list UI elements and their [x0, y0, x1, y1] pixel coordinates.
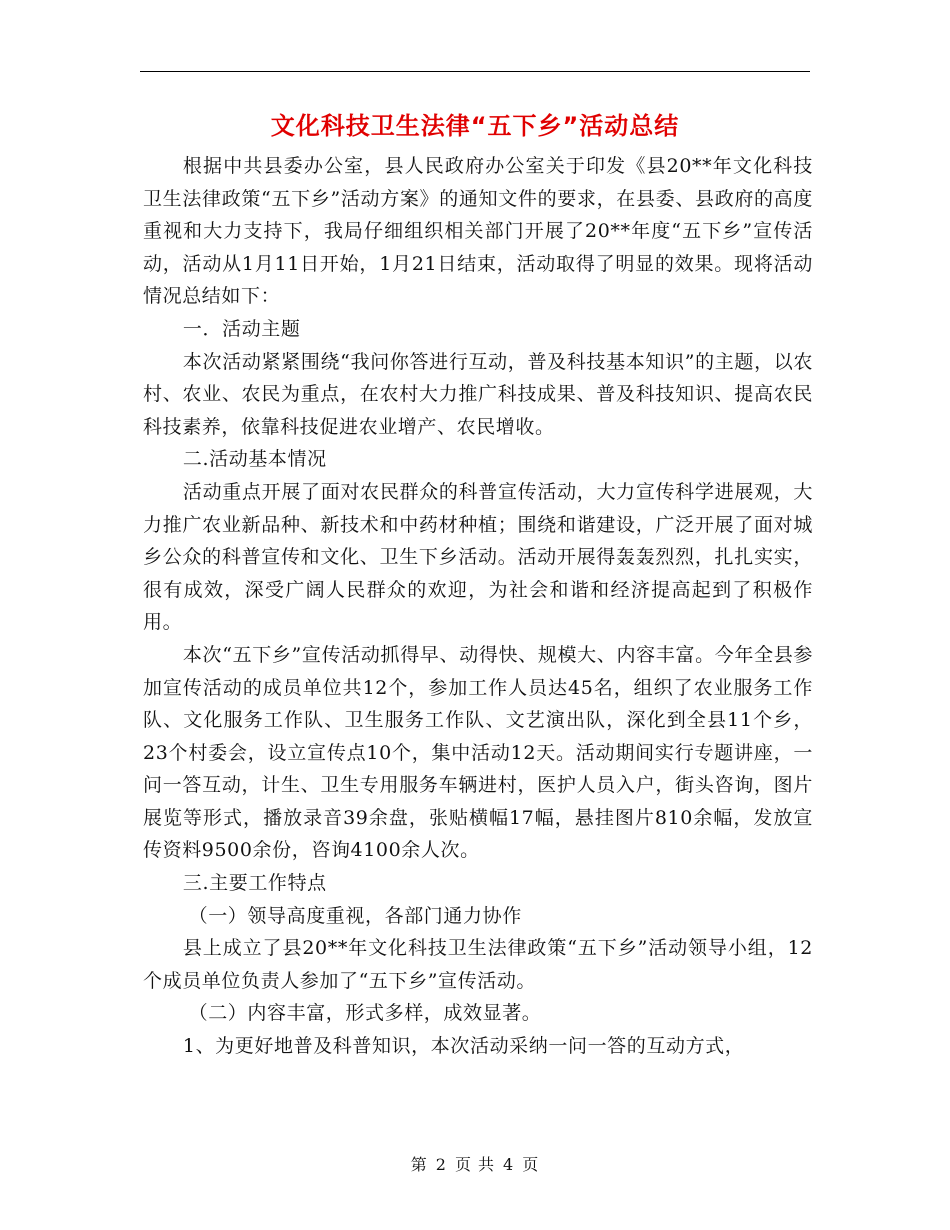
footer-page-number: 2 [435, 1155, 447, 1174]
footer-prefix: 第 [410, 1155, 428, 1174]
footer-total-pages: 4 [503, 1155, 515, 1174]
paragraph-leadership: 县上成立了县20**年文化科技卫生法律政策“五下乡”活动领导小组，12个成员单位负责人参加了“五下乡”宣传活动。 [143, 937, 813, 992]
footer-suffix: 页 [522, 1155, 540, 1174]
footer-middle: 页 共 [454, 1155, 496, 1174]
paragraph-item-1: 1、为更好地普及科普知识，本次活动采纳一问一答的互动方式， [182, 1035, 745, 1058]
document-title: 文化科技卫生法律“五下乡”活动总结 [270, 112, 680, 140]
page-footer [0, 1152, 950, 1175]
document-body [143, 150, 813, 1063]
section-heading-features: 三.主要工作特点 [182, 872, 327, 895]
subheading-leadership: （一）领导高度重视，各部门通力协作 [188, 904, 522, 927]
paragraph-theme: 本次活动紧紧围绕“我问你答进行互动，普及科技基本知识”的主题，以农村、农业、农民为重点，在农村大力推广科技成果、普及科技知识、提高农民科技素养，依靠科技促进农业增产、农民增收。 [143, 350, 813, 438]
section-heading-basic: 二.活动基本情况 [182, 448, 327, 471]
subheading-content: （二）内容丰富，形式多样，成效显著。 [188, 1002, 542, 1025]
paragraph-basic: 活动重点开展了面对农民群众的科普宣传活动，大力宣传科学进展观，大力推广农业新品种、新技术和中药材种植；围绕和谐建设，广泛开展了面对城乡公众的科普宣传和文化、卫生下乡活动。活动开展得轰轰烈烈，扎扎实实，很有成效，深受广阔人民群众的欢迎，为社会和谐和经济提高起到了积极作用。 [143, 480, 813, 634]
paragraph-intro: 根据中共县委办公室，县人民政府办公室关于印发《县20**年文化科技卫生法律政策“五下乡”活动方案》的通知文件的要求，在县委、县政府的高度重视和大力支持下，我局仔细组织相关部门开展了20**年度“五下乡”宣传活动，活动从1月11日开始，1月21日结束，活动取得了明显的效果。现将活动情况总结如下： [143, 155, 813, 308]
paragraph-scale: 本次“五下乡”宣传活动抓得早、动得快、规模大、内容丰富。今年全县参加宣传活动的成员单位共12个，参加工作人员达45名，组织了农业服务工作队、文化服务工作队、卫生服务工作队、文艺演出队，深化到全县11个乡，23个村委会，设立宣传点10个，集中活动12天。活动期间实行专题讲座，一问一答互动，计生、卫生专用服务车辆进村，医护人员入户，街头咨询，图片展览等形式，播放录音39余盘，张贴横幅17幅，悬挂图片810余幅，发放宣传资料9500余份，咨询4100余人次。 [143, 643, 813, 862]
header-rule [140, 71, 810, 72]
section-heading-theme: 一．活动主题 [182, 317, 301, 340]
